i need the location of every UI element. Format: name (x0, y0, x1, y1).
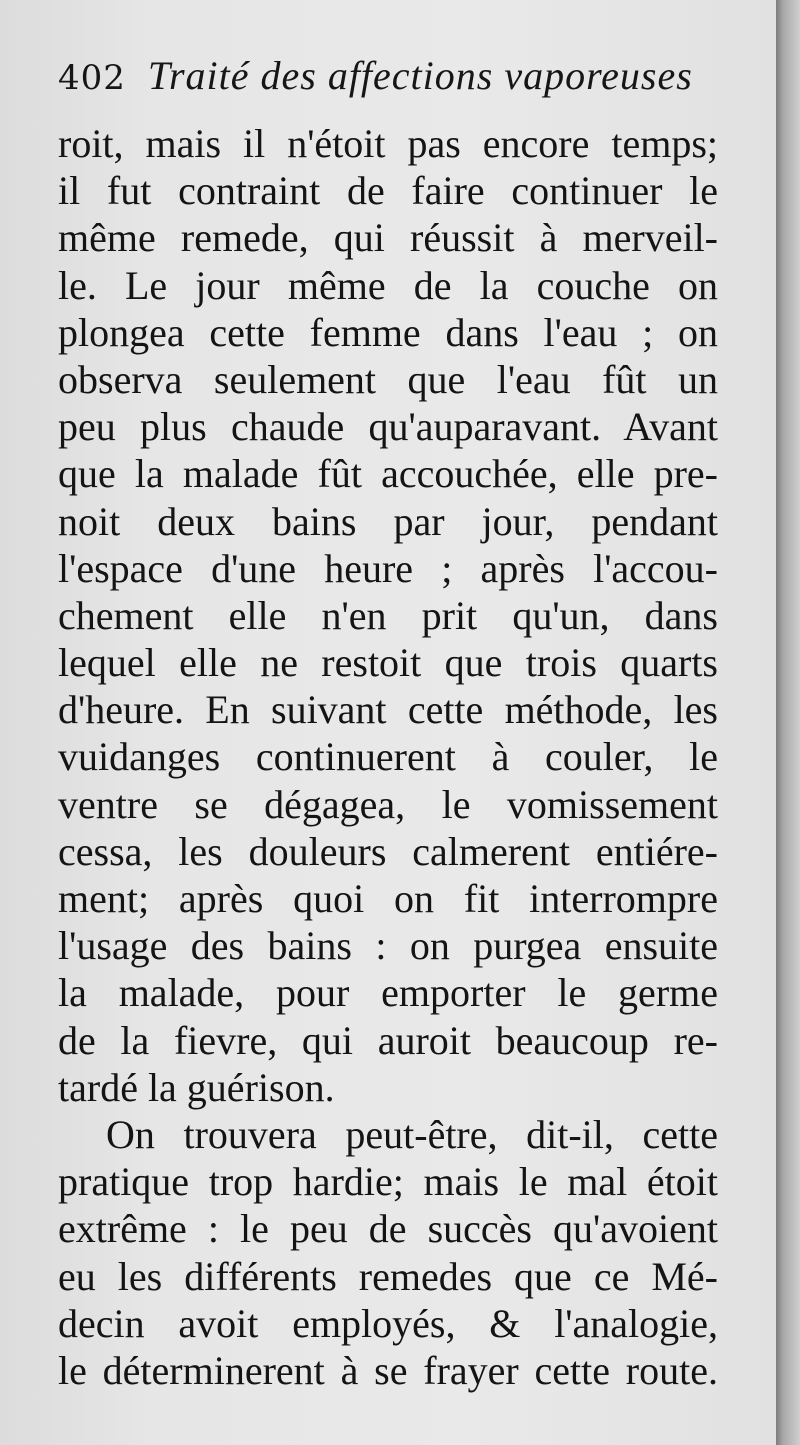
page-number: 402 (58, 58, 126, 98)
text-line: roit, mais il n'étoit pas encore temps; (58, 121, 718, 166)
text-line: chement elle n'en prit qu'un, dans (58, 592, 718, 638)
text-line: le déterminerent à se frayer cette route. (58, 1347, 718, 1393)
book-gutter (776, 0, 800, 1445)
text-line: tardé la guérison. (58, 1064, 335, 1110)
text-line: d'heure. En suivant cette méthode, les (58, 687, 718, 733)
text-line: observa seulement que l'eau fût un (58, 356, 718, 402)
running-head (58, 52, 718, 112)
text-line: il fut contraint de faire continuer le (58, 168, 718, 214)
body-text (58, 120, 718, 1394)
text-line: le. Le jour même de la couche on (58, 262, 718, 308)
text-line: même remede, qui réussit à merveil- (58, 215, 718, 261)
text-line: plongea cette femme dans l'eau ; on (58, 309, 718, 355)
text-line: ventre se dégagea, le vomissement (58, 781, 718, 827)
text-line: vuidanges continuerent à couler, le (58, 734, 718, 780)
text-line: cessa, les douleurs calmerent entiére- (58, 828, 718, 874)
text-line: On trouvera peut-être, dit-il, cette (106, 1111, 718, 1157)
text-line: noit deux bains par jour, pendant (58, 498, 718, 544)
text-line: l'espace d'une heure ; après l'accou- (58, 545, 718, 591)
text-line: decin avoit employés, & l'analogie, (58, 1300, 718, 1346)
text-line: que la malade fût accouchée, elle pre- (58, 451, 718, 497)
text-line: extrême : le peu de succès qu'avoient (58, 1206, 718, 1252)
text-line: pratique trop hardie; mais le mal étoit (58, 1159, 718, 1205)
running-title: Traité des affections vaporeuses (147, 53, 693, 98)
text-line: la malade, pour emporter le germe (58, 970, 718, 1016)
text-line: l'usage des bains : on purgea ensuite (58, 923, 718, 969)
text-line: eu les différents remedes que ce Mé- (58, 1253, 718, 1299)
text-line: de la fievre, qui auroit beaucoup re- (58, 1017, 718, 1063)
text-line: lequel elle ne restoit que trois quarts (58, 640, 718, 686)
paragraph-1 (58, 120, 718, 1111)
text-line: peu plus chaude qu'auparavant. Avant (58, 404, 718, 450)
text-line: ment; après quoi on fit interrompre (58, 876, 718, 921)
paragraph-2 (58, 1111, 718, 1394)
